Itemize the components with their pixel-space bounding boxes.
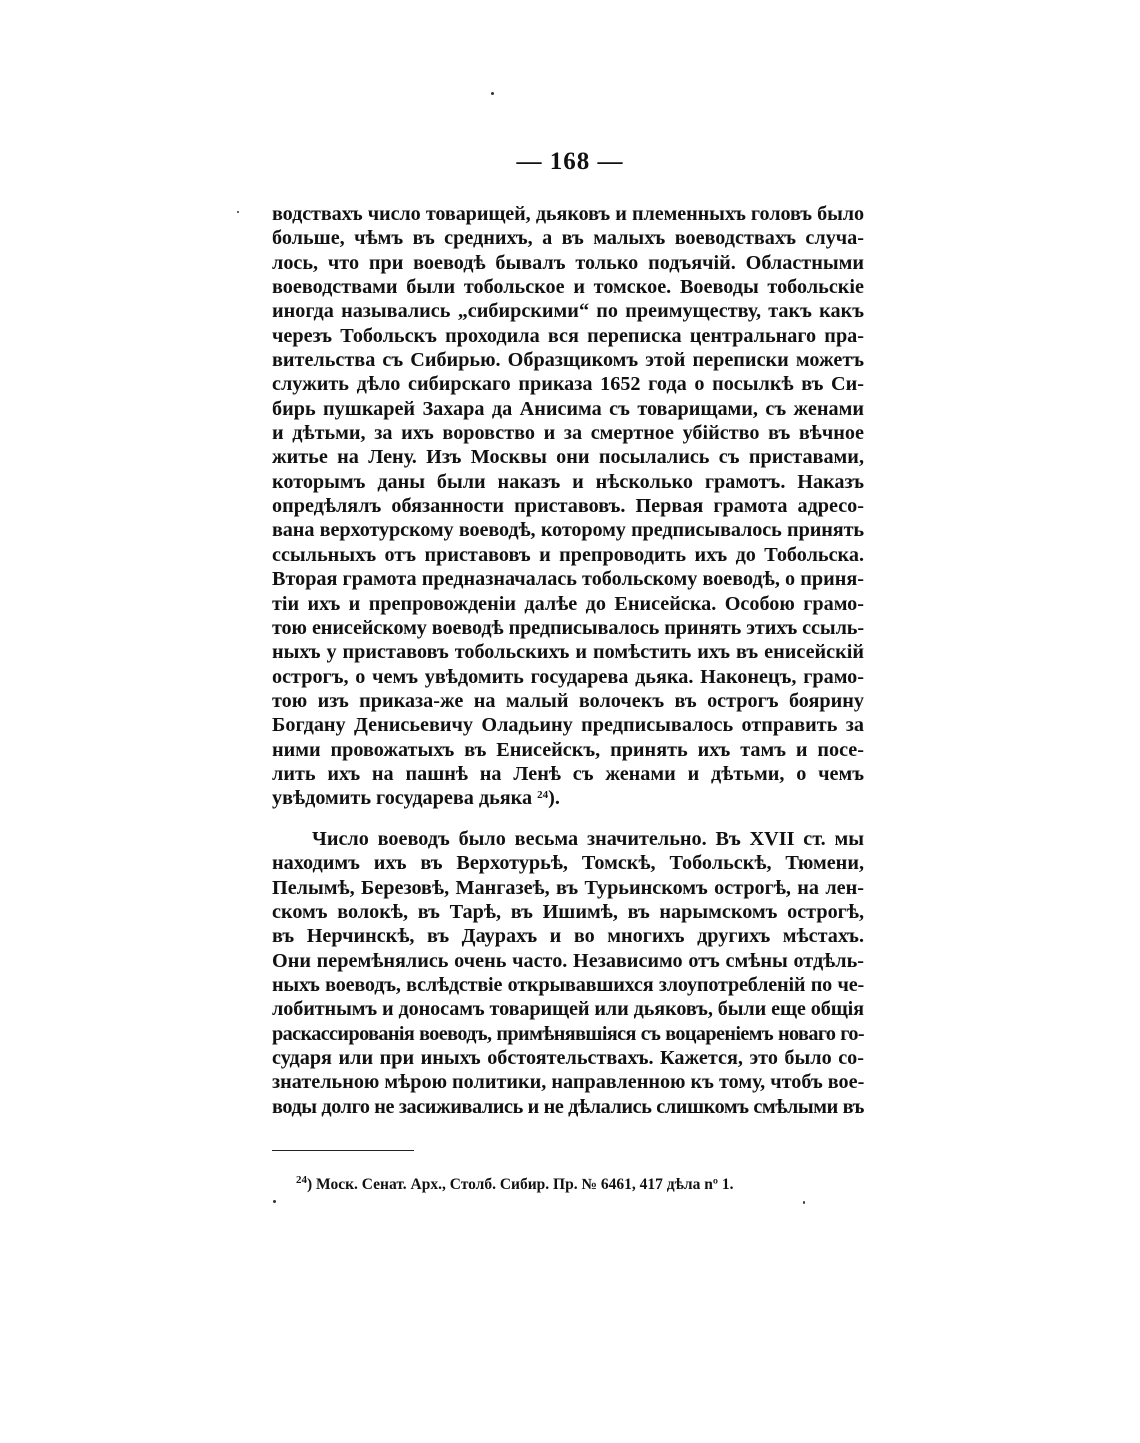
text-line-last-text: увѣдомить государева дьяка (272, 787, 538, 810)
text-line: вана верхотурскому воеводѣ, которому предписывалось принять (272, 519, 864, 542)
text-line-last-close: ). (548, 787, 560, 810)
text-line: иногда назывались „сибирскими“ по преимуществу, такъ какъ (272, 300, 864, 323)
footnote-divider (272, 1150, 414, 1151)
page-number: — 168 — (516, 148, 624, 175)
text-line: тою изъ приказа-же на малый волочекъ въ острогъ боярину (272, 689, 864, 712)
text-line: Число воеводъ было весьма значительно. Въ XVII ст. мы (312, 828, 864, 850)
text-line: лобитнымъ и доносамъ товарищей или дьяковъ, были еще общія (272, 998, 864, 1021)
scan-speck (237, 211, 239, 213)
text-line: раскассированія воеводъ, примѣнявшіяся съ воцареніемъ новаго го- (272, 1022, 864, 1045)
text-line: черезъ Тобольскъ проходила вся переписка центральнаго пра- (272, 324, 864, 347)
text-line: находимъ ихъ въ Верхотурьѣ, Томскѣ, Тобольскѣ, Тюмени, (272, 852, 864, 875)
text-line: ныхъ у приставовъ тобольскихъ и помѣстить ихъ въ енисейскій (272, 641, 864, 664)
text-line: сударя или при иныхъ обстоятельствахъ. Кажется, это было со- (272, 1047, 864, 1070)
scan-speck (491, 92, 494, 95)
footnote-marker: 24 (296, 1174, 307, 1186)
text-line: скомъ волокѣ, въ Тарѣ, въ Ишимѣ, въ нарымскомъ острогѣ, (272, 901, 864, 924)
text-line: ссыльныхъ отъ приставовъ и препроводить ихъ до Тобольска. (272, 543, 864, 566)
text-line: воды долго не засиживались и не дѣлались слишкомъ смѣлыми въ (272, 1095, 864, 1118)
text-line: и дѣтьми, за ихъ воровство и за смертное убійство въ вѣчное (272, 422, 864, 445)
text-line: Вторая грамота предназначалась тобольскому воеводѣ, о приня- (272, 568, 864, 591)
text-line-last (272, 786, 864, 810)
paragraph-1 (272, 202, 864, 811)
text-line: ними провожатыхъ въ Енисейскъ, принять ихъ тамъ и посе- (272, 738, 864, 761)
text-line: больше, чѣмъ въ среднихъ, а въ малыхъ воеводствахъ случа- (272, 227, 864, 250)
text-line: лось, что при воеводѣ бывалъ только подъячій. Областными (272, 251, 864, 274)
text-line: въ Нерчинскѣ, въ Даурахъ и во многихъ другихъ мѣстахъ. (272, 925, 864, 948)
text-line: которымъ даны были наказъ и нѣсколько грамотъ. Наказъ (272, 470, 864, 493)
text-line: служить дѣло сибирскаго приказа 1652 года о посылкѣ въ Си- (272, 373, 864, 396)
text-line: тою енисейскому воеводѣ предписывалось принять этихъ ссыль- (272, 616, 864, 639)
scan-speck (803, 1201, 805, 1204)
text-line: тіи ихъ и препровожденіи далѣе до Енисейска. Особою грамо- (272, 592, 864, 615)
text-line: ныхъ воеводъ, вслѣдствіе открывавшихся злоупотребленій по че- (272, 974, 864, 997)
text-line: знательною мѣрою политики, направленною къ тому, чтобъ вое- (272, 1071, 865, 1094)
text-line: житье на Лену. Изъ Москвы они посылались съ приставами, (272, 446, 864, 469)
text-line: острогъ, о чемъ увѣдомить государева дьяка. Наконецъ, грамо- (272, 665, 864, 688)
text-line: Пелымѣ, Березовѣ, Мангазеѣ, въ Турьинскомъ острогѣ, на лен- (272, 876, 864, 899)
text-line: воеводствами были тобольское и томское. Воеводы тобольскіе (272, 276, 864, 299)
text-line: опредѣлялъ обязанности приставовъ. Первая грамота адресо- (272, 495, 864, 518)
footnote (296, 1176, 733, 1194)
paragraph-2 (272, 827, 864, 1119)
text-line: водствахъ число товарищей, дьяковъ и племенныхъ головъ было (272, 203, 864, 225)
footnote-reference[interactable]: 24 (537, 789, 549, 802)
text-line: Богдану Денисьевичу Оладьину предписывалось отправить за (272, 714, 864, 737)
text-line: бирь пушкарей Захара да Анисима съ товарищами, съ женами (272, 397, 864, 420)
text-line: лить ихъ на пашнѣ на Ленѣ съ женами и дѣтьми, о чемъ (272, 762, 864, 785)
scan-speck (273, 1200, 276, 1203)
text-line: Они перемѣнялись очень часто. Независимо отъ смѣны отдѣль- (272, 949, 864, 972)
text-line: вительства съ Сибирью. Образщикомъ этой переписки можетъ (272, 349, 864, 372)
footnote-text: ) Моск. Сенат. Арх., Столб. Сибир. Пр. № 6461, 417 дѣла nº 1. (307, 1176, 734, 1193)
